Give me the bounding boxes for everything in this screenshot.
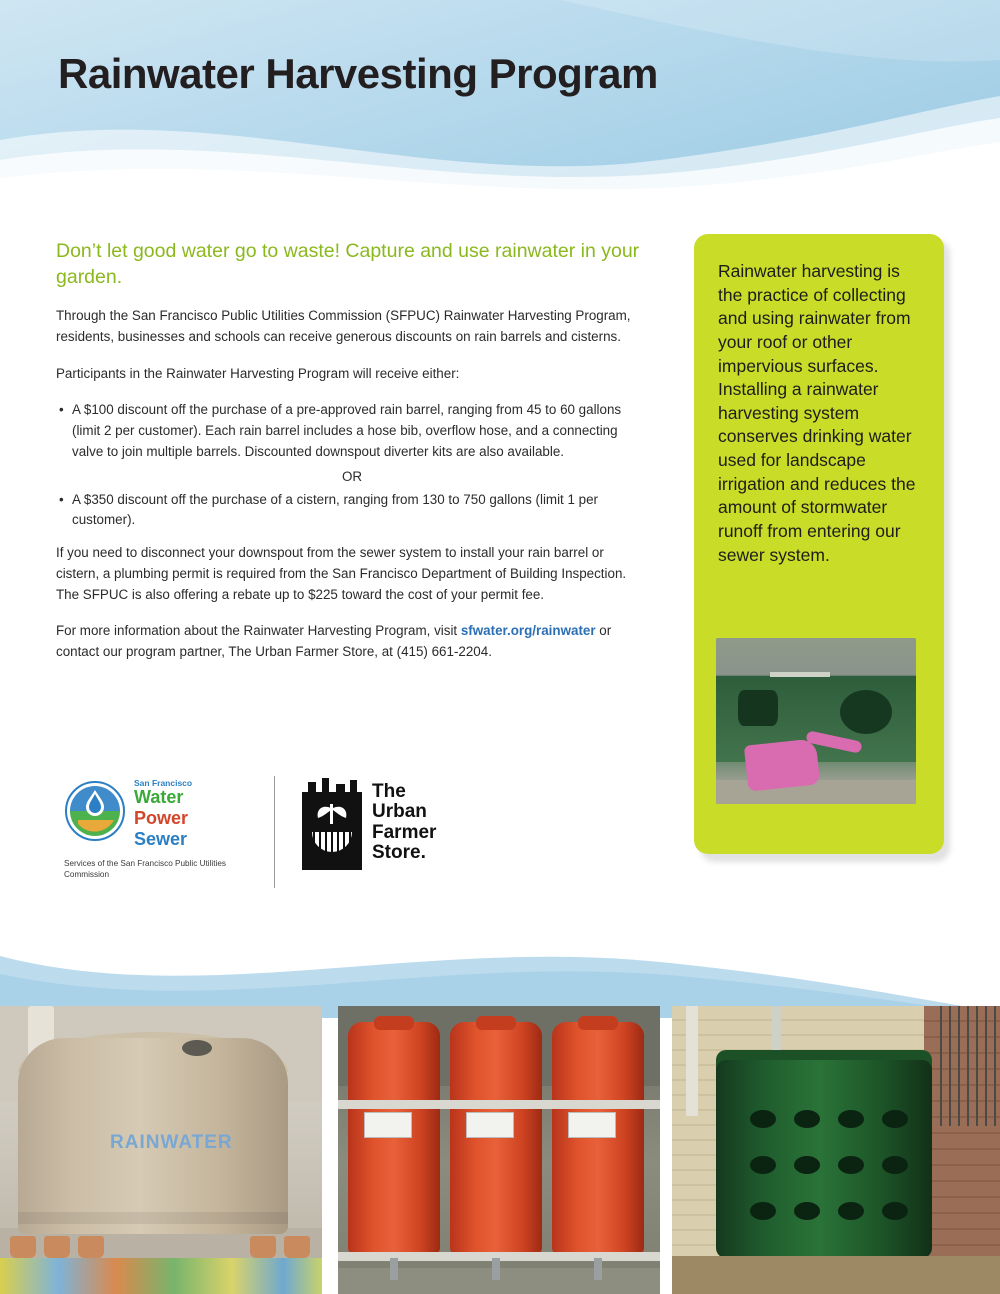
discount-list-second <box>56 490 648 532</box>
callout-box <box>694 234 944 854</box>
page-header <box>0 0 1000 200</box>
cistern-label: RAINWATER <box>110 1132 233 1153</box>
paragraph-4-before: For more information about the Rainwater Harvesting Program, visit <box>56 623 461 639</box>
discount-list-first <box>56 400 648 462</box>
sfpuc-mark-icon <box>64 780 126 842</box>
body-column <box>56 306 648 679</box>
paragraph-4-after: or contact our program partner, The Urban Farmer Store, at (415) 661-2204. <box>56 623 612 660</box>
sfpuc-tagline: Services of the San Francisco Public Utilities Commission <box>64 859 226 880</box>
ufs-line-3: Farmer <box>372 821 437 843</box>
paragraph-3: If you need to disconnect your downspout from the sewer system to install your rain barrel or cistern, a plumbing permit is required from the San Francisco Department of Building Inspection. The SFPUC is also offering a rebate up to $225 toward the cost of your permit fee. <box>56 545 627 602</box>
logo-divider <box>274 776 275 888</box>
lede-text: Don’t let good water go to waste! Capture and use rainwater in your garden. <box>56 240 640 289</box>
sfpuc-word-power: Power <box>134 808 189 828</box>
green-tank-photo <box>672 1006 1000 1294</box>
header-wave-decoration <box>0 0 1000 200</box>
callout-photo <box>716 638 916 804</box>
bottom-section <box>0 928 1000 1294</box>
logo-row <box>56 772 456 902</box>
paragraph-2: Participants in the Rainwater Harvesting Program will receive either: <box>56 365 460 381</box>
list-item: • A $100 discount off the purchase of a pre-approved rain barrel, ranging from 45 to 60 gallons (limit 2 per customer). Each rain barrel includes a hose bib, overflow hose, and a connecting valve to join multiple barrels. Discounted downspout diverter kits are also available. <box>56 400 648 462</box>
or-separator: OR <box>341 468 363 484</box>
sfpuc-small-line: San Francisco <box>134 778 193 788</box>
sfpuc-word-sewer: Sewer <box>134 829 188 849</box>
urban-farmer-mark-icon <box>300 778 364 874</box>
sfpuc-word-water: Water <box>134 787 184 807</box>
list-item: • A $350 discount off the purchase of a cistern, ranging from 130 to 750 gallons (limit 1 per customer). <box>56 490 648 532</box>
photo-strip <box>0 1006 1000 1294</box>
ufs-line-1: The <box>372 781 406 802</box>
tan-cistern-photo <box>0 1006 322 1294</box>
ufs-line-4: Store. <box>372 841 426 863</box>
page-title: Rainwater Harvesting Program <box>58 50 658 97</box>
urban-farmer-store-logo <box>300 778 460 888</box>
orange-barrels-photo <box>338 1006 660 1294</box>
ufs-line-2: Urban <box>372 801 427 823</box>
paragraph-1: Through the San Francisco Public Utilities Commission (SFPUC) Rainwater Harvesting Program, residents, businesses and schools can receive generous discounts on rain barrels and cisterns. <box>56 308 631 344</box>
sfwater-rainwater-link[interactable]: sfwater.org/rainwater <box>460 623 596 639</box>
urban-farmer-wordmark <box>372 782 436 863</box>
callout-text: Rainwater harvesting is the practice of collecting and using rainwater from your roof or other impervious surfaces. Installing a rainwater harvesting system conserves drinking water used for landscape irrigation and reduces the amount of stormwater runoff from entering our sewer system. <box>718 261 916 565</box>
bottom-wave-decoration <box>0 928 1000 1018</box>
sfpuc-logo <box>64 772 264 892</box>
paragraph-4 <box>56 621 648 663</box>
